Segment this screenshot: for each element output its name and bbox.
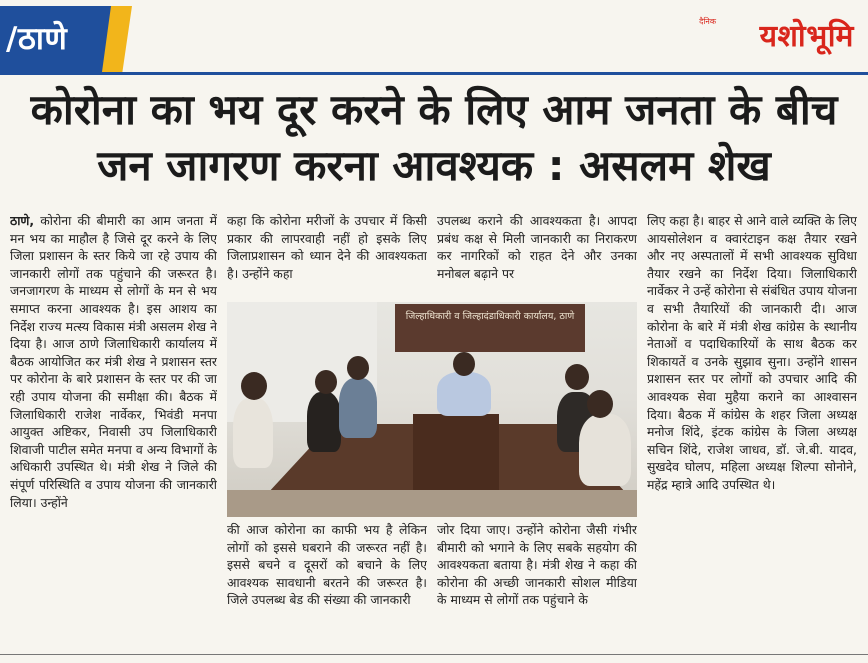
photo-person-head (453, 352, 475, 376)
masthead-rule (0, 72, 868, 75)
photo-person (233, 398, 273, 468)
photo-table-front (413, 414, 499, 502)
dateline: ठाणे, (10, 213, 35, 228)
photo-banner: जिल्हाधिकारी व जिल्हादंडाधिकारी कार्यालय, ठाणे (395, 304, 585, 352)
headline: कोरोना का भय दूर करने के लिए आम जनता के बीच जन जागरण करना आवश्यक : असलम शेख (30, 85, 838, 190)
article-column-2-bottom: की आज कोरोना का काफी भय है लेकिन लोगों को इससे घबराने की जरूरत नहीं है। इससे बचने व दूसरों को बचाने के लिए आवश्यक सावधानी बरतने की जरूरत है। जिले उपलब्ध बेड की संख्या की जानकारी (227, 522, 427, 608)
photo-person (579, 414, 631, 486)
article-column-2-top: कहा कि कोरोना मरीजों के उपचार में किसी प्रकार की लापरवाही नहीं हो इसके लिए जिलाप्रशासन को ध्यान देने की आवश्यकता है। उन्होंने कहा (227, 213, 427, 281)
section-label: /ठाणे (6, 21, 68, 57)
article-column-3-top: उपलब्ध कराने की आवश्यकता है। आपदा प्रबंध कक्ष से मिली जानकारी का निराकरण कर नागरिकों को राहत देने और उनका मनोबल बढ़ाने पर (437, 213, 637, 281)
photo-floor (227, 490, 637, 517)
photo-person (339, 378, 377, 438)
photo-person-minister (437, 372, 491, 416)
newspaper-logo: यशोभूमि (759, 19, 854, 54)
meeting-photo (227, 302, 637, 517)
photo-person-head (565, 364, 589, 390)
article-column-3-bottom: जोर दिया जाए। उन्होंने कोरोना जैसी गंभीर बीमारी को भगाने के लिए सबके सहयोग की आवश्यकता बताया है। मंत्री शेख ने कहा की कोरोना की अच्छी जानकारी सोशल मीडिया के माध्यम से लोगों तक पहुंचाने के (437, 522, 637, 608)
photo-person (307, 392, 341, 452)
footer-rule (0, 654, 868, 655)
photo-person-head (315, 370, 337, 394)
article-column-4: लिए कहा है। बाहर से आने वाले व्यक्ति के लिए आयसोलेशन व क्वारंटाइन कक्ष तैयार रखने और नए अस्पतालों में सभी आवश्यक सुविधा तैयार रखने का निर्देश दिया। जिलाधिकारी नार्वेकर ने उन्हें कोरोना से संबंधित उपाय योजना व सभी तैयारियों की जानकारी दी। आज कोरोना के बारे में मंत्री शेख कांग्रेस के स्थानीय नेताओं व पदाधिकारियों के साथ बैठक कर शिकायतें व उनके सुझाव सुना। उन्होंने शासन प्रशासन स्तर पर लोगों को उपचार आदि की आवश्यक सेवा मुहैया कराने का आश्वासन दिया। बैठक में कांग्रेस के शहर जिला अध्यक्ष मनोज शिंदे, इंटक कांग्रेस के जिला अध्यक्ष सचिन शिंदे, राजेश जाधव, डॉ. जे.बी. यादव, सुखदेव घोलप, महिला अध्यक्ष शिल्पा सोनोने, महेंद्र म्हात्रे आदि उपस्थित थे। (647, 213, 857, 492)
article-column-1 (10, 212, 217, 646)
photo-person-head (241, 372, 267, 400)
masthead-small-text: दैनिक (699, 17, 716, 26)
article-column-1-text: कोरोना की बीमारी का आम जनता में मन भय का माहौल है जिसे दूर करने के लिए जिला प्रशासन के स्तर किये जा रहे उपाय की जानकारी लोगों तक पहुंचाने की जरूरत है। जनजागरण के माध्यम से लोगों के मन से भय समाप्त करना आवश्यक है। इस आशय का निर्देश राज्य मत्स्य विकास मंत्री असलम शेख ने दिया है। आज ठाणे जिलाधिकारी कार्यालय में बैठक आयोजित कर मंत्री शेख ने प्रशासन स्तर पर कोरोना के बारे प्रशासन के स्तर पर की जा रही उपाय योजना की समीक्षा की। बैठक में जिलाधिकारी राजेश नार्वेकर, भिवंडी मनपा आयुक्त अष्टिकर, निवासी उप जिलाधिकारी शिवाजी पाटील समेत मनपा व अन्य विभागों के अधिकारी उपस्थित थे। मंत्री शेख ने जिले की संपूर्ण परिस्थिति व उपाय योजना की जानकारी लिया। उन्होंने (10, 213, 217, 510)
photo-person-head (347, 356, 369, 380)
photo-person-head (587, 390, 613, 418)
